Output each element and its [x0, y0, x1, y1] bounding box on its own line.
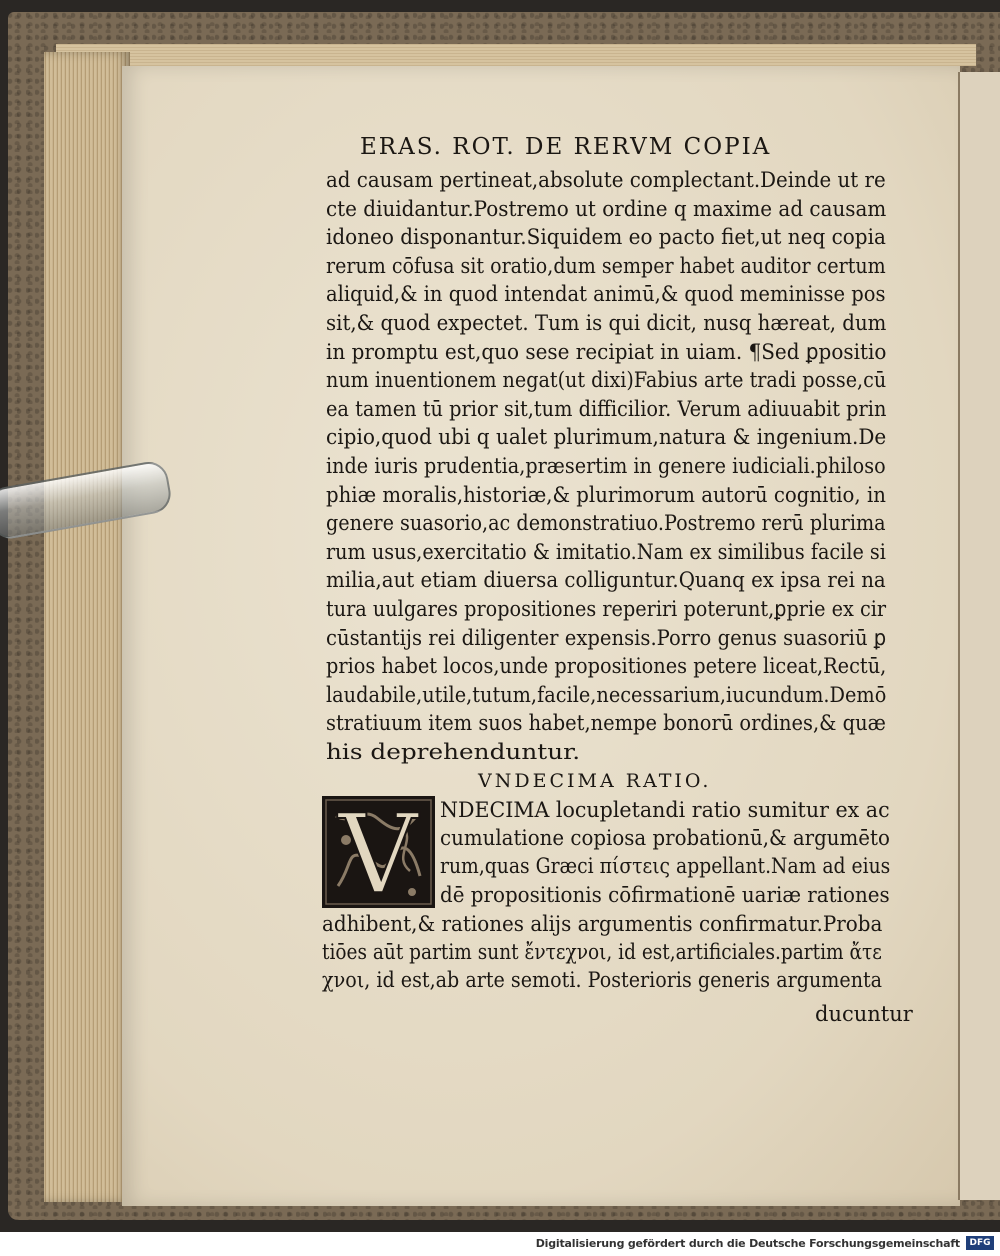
text-line: dē propositionis cōfirmationē uariæ rationes	[440, 882, 890, 908]
section-heading: VNDECIMA RATIO.	[478, 770, 712, 792]
page-edges-left	[44, 52, 130, 1202]
decorated-initial	[322, 796, 435, 908]
text-line: cūstantijs rei diligenter expensis.Porro genus suasoriū ꝑ	[326, 625, 887, 651]
funding-notice: Digitalisierung gefördert durch die Deutsche Forschungsgemeinschaft	[535, 1237, 960, 1250]
text-line: prios habet locos,unde propositiones petere liceat,Rectū,	[326, 654, 887, 680]
catchword: ducuntur	[815, 1002, 913, 1026]
text-line: laudabile,utile,tutum,facile,necessarium,iucundum.Demō	[326, 682, 887, 708]
text-line: cipio,quod ubi q ualet plurimum,natura & ingenium.De	[326, 425, 887, 451]
text-line: stratiuum item suos habet,nempe bonorū ordines,& quæ	[326, 711, 886, 737]
text-line: rum usus,exercitatio & imitatio.Nam ex similibus facile si	[326, 539, 886, 565]
text-line: idoneo disponantur.Siquidem eo pacto fiet,ut neq copia	[326, 225, 886, 251]
text-line: num inuentionem negat(ut dixi)Fabius arte tradi posse,cū	[326, 368, 887, 394]
text-line: ea tamen tū prior sit,tum difficilior. Verum adiuuabit prin	[326, 396, 887, 422]
page-edges-top	[56, 44, 976, 66]
facing-page	[958, 72, 1000, 1200]
ornamental-initial-v-icon	[322, 796, 435, 908]
footer-bar	[0, 1232, 1000, 1256]
text-line: cumulatione copiosa probationū,& argumēto	[440, 826, 890, 852]
text-line: sit,& quod expectet. Tum is qui dicit, nusq hæreat, dum	[326, 311, 887, 336]
text-line: NDECIMA locupletandi ratio sumitur ex ac	[440, 798, 890, 823]
text-line: inde iuris prudentia,præsertim in genere iudiciali.philoso	[326, 454, 886, 479]
text-line: rum,quas Græci πίστεις appellant.Nam ad eius	[440, 854, 891, 880]
svg-text:V: V	[338, 796, 418, 908]
text-line: genere suasorio,ac demonstratiuo.Postremo rerū plurima	[326, 511, 886, 537]
text-line: cte diuidantur.Postremo ut ordine q maxime ad causam	[326, 196, 887, 222]
text-line: in promptu est,quo sese recipiat in uiam. ¶Sed ꝑpositio	[326, 339, 887, 365]
text-line: his deprehenduntur.	[326, 740, 581, 765]
text-line: adhibent,& rationes alijs argumentis confirmatur.Proba	[322, 912, 883, 937]
text-line: rerum cōfusa sit oratio,dum semper habet auditor certum	[326, 253, 886, 279]
text-line: tura uulgares propositiones reperiri poterunt,ꝑprie ex cir	[326, 597, 887, 622]
dfg-logo: DFG	[966, 1236, 994, 1250]
text-line: phiæ moralis,historiæ,& plurimorum autorū cognitio, in	[326, 482, 886, 508]
text-line: χνοι, id est,ab arte semoti. Posterioris generis argumenta	[322, 968, 883, 994]
text-line: aliquid,& in quod intendat animū,& quod meminisse pos	[326, 282, 886, 308]
running-head: ERAS. ROT. DE RERVM COPIA	[360, 134, 772, 160]
text-line: milia,aut etiam diuersa colliguntur.Quanq ex ipsa rei na	[326, 568, 886, 594]
text-line: tiōes aūt partim sunt ἔντεχνοι, id est,artificiales.partim ἄτε	[322, 940, 882, 966]
text-line: ad causam pertineat,absolute complectant.Deinde ut re	[326, 168, 886, 193]
